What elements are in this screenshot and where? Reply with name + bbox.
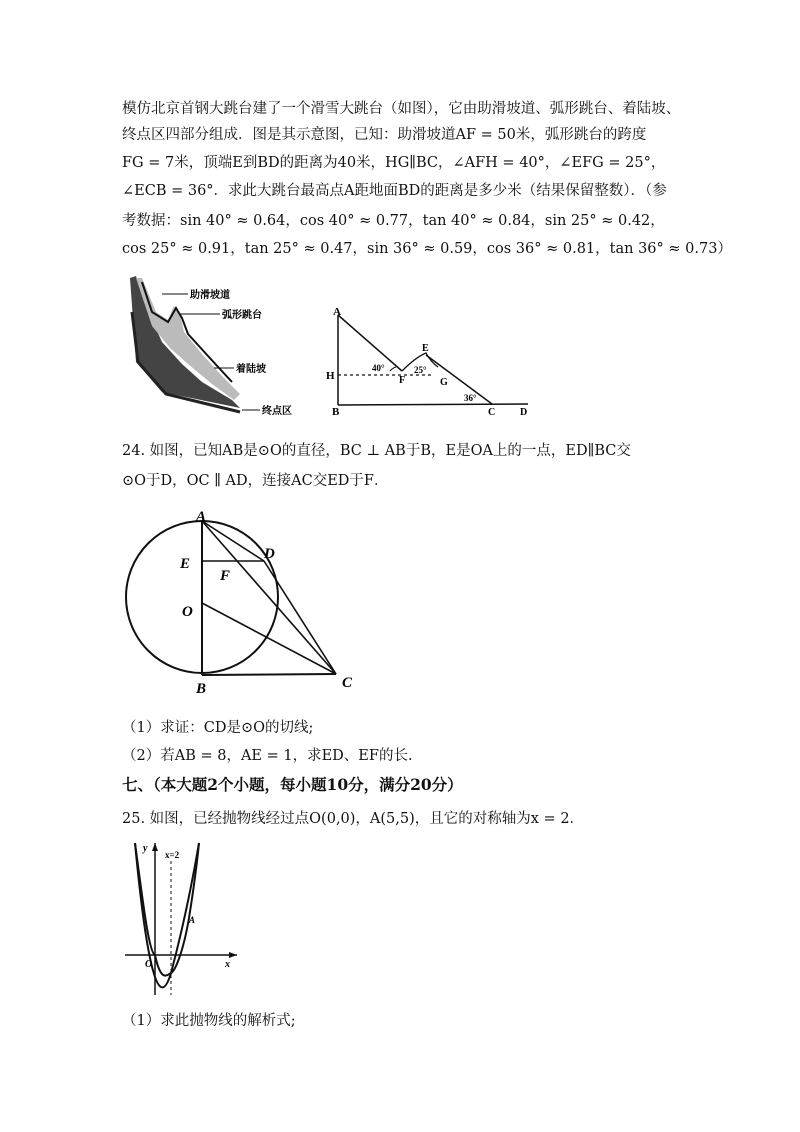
p23-line-2: 终点区四部分组成．图是其示意图，已知：助滑坡道AF = 50米，弧形跳台的跨度 [122, 127, 647, 143]
ski-jump-photo [122, 272, 302, 422]
p23-line-4: ∠ECB = 36°．求此大跳台最高点A距地面BD的距离是多少米（结果保留整数）．（参 [122, 183, 667, 199]
label-E: E [180, 556, 191, 572]
p24-line-1: 24. 如图，已知AB是⊙O的直径，BC ⊥ AB于B，E是OA上的一点，ED∥BC交 [122, 443, 631, 459]
ski-jump-diagram [320, 305, 540, 420]
photo-label-landing: 着陆坡 [236, 364, 266, 375]
label-x: x [225, 959, 230, 970]
circle-diagram [170, 505, 370, 695]
p23-line-6: cos 25° ≈ 0.91，tan 25° ≈ 0.47，sin 36° ≈ 0.59，cos 36° ≈ 0.81，tan 36° ≈ 0.73） [122, 241, 732, 257]
label-F: F [220, 568, 231, 584]
p24-sub-1: （1）求证：CD是⊙O的切线; [122, 720, 314, 736]
section-7-heading: 七、（本大题2个小题，每小题10分，满分20分） [122, 775, 463, 794]
p24-line-2: ⊙O于D，OC ∥ AD，连接AC交ED于F． [122, 473, 389, 489]
label-F: F [399, 375, 406, 386]
p23-line-5: 考数据：sin 40° ≈ 0.64，cos 40° ≈ 0.77，tan 40° ≈ 0.84，sin 25° ≈ 0.42， [122, 213, 665, 229]
label-A: A [196, 509, 207, 525]
label-O: O [145, 959, 153, 970]
label-axis: x=2 [165, 850, 180, 860]
label-A: A [333, 306, 341, 318]
label-A: A [189, 915, 196, 925]
label-y: y [143, 843, 148, 854]
label-angle-25: 25° [414, 365, 427, 375]
p23-line-3: FG = 7米，顶端E到BD的距离为40米，HG∥BC，∠AFH = 40°，∠EFG = 25°， [122, 155, 666, 171]
label-E: E [422, 343, 429, 354]
label-B: B [196, 681, 207, 697]
p25-sub-1: （1）求此抛物线的解析式; [122, 1013, 296, 1029]
label-G: G [440, 377, 448, 388]
label-O: O [182, 604, 193, 620]
label-D: D [264, 546, 275, 562]
parabola-diagram [125, 843, 245, 1003]
label-angle-40: 40° [372, 363, 385, 373]
label-C: C [342, 675, 353, 691]
label-B: B [332, 406, 340, 418]
label-D: D [520, 407, 528, 418]
label-angle-36: 36° [464, 393, 477, 403]
p23-line-1: 模仿北京首钢大跳台建了一个滑雪大跳台（如图），它由助滑坡道、弧形跳台、着陆坡、 [122, 101, 681, 117]
photo-label-runway: 助滑坡道 [190, 290, 230, 301]
photo-label-jump: 弧形跳台 [222, 310, 262, 321]
photo-label-finish: 终点区 [262, 406, 292, 417]
p24-sub-2: （2）若AB = 8，AE = 1，求ED、EF的长. [122, 748, 413, 764]
p25-line-1: 25. 如图，已经抛物线经过点O(0,0)，A(5,5)，且它的对称轴为x = 2． [122, 811, 585, 827]
label-H: H [326, 370, 335, 382]
label-C: C [488, 407, 496, 418]
